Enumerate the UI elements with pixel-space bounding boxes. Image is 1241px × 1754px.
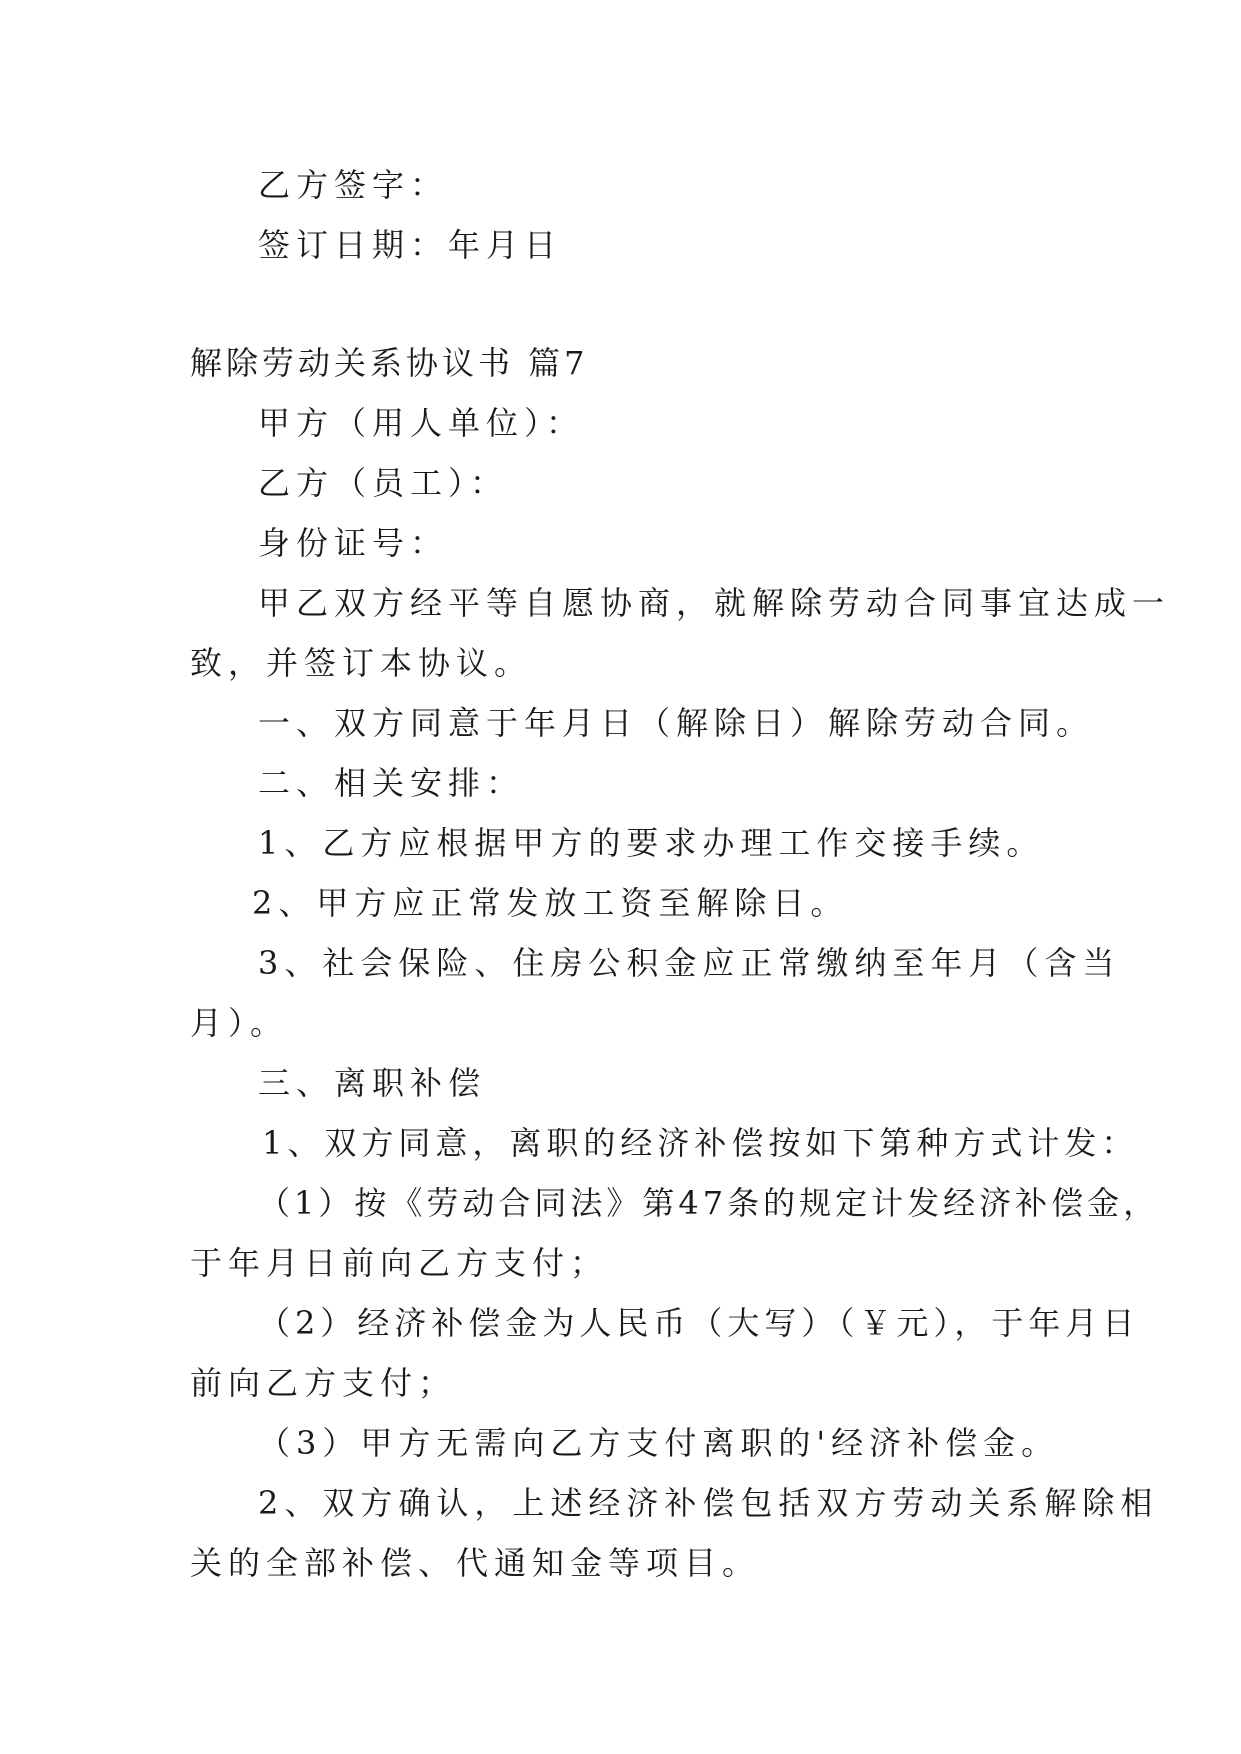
clause-3-item-1: 1、双方同意，离职的经济补偿按如下第种方式计发： <box>262 1124 1139 1162</box>
paragraph-intro-line-2: 致，并签订本协议。 <box>190 644 533 682</box>
id-number-line: 身份证号： <box>258 524 449 562</box>
sign-date-line: 签订日期：年月日 <box>258 226 563 264</box>
paragraph-intro-line-1: 甲乙双方经平等自愿协商，就解除劳动合同事宜达成一 <box>258 584 1171 622</box>
clause-3-item-2-line-1: 2、双方确认，上述经济补偿包括双方劳动关系解除相 <box>258 1484 1159 1522</box>
section-title: 解除劳动关系协议书 篇7 <box>190 344 589 382</box>
clause-2-item-1: 1、乙方应根据甲方的要求办理工作交接手续。 <box>258 824 1045 862</box>
option-2-line-1: （2）经济补偿金为人民币（大写）（￥元），于年月日 <box>258 1304 1140 1342</box>
option-3: （3）甲方无需向乙方支付离职的'经济补偿金。 <box>258 1424 1060 1462</box>
option-1-line-1: （1）按《劳动合同法》第47条的规定计发经济补偿金， <box>258 1184 1160 1222</box>
clause-2-item-3-line-2: 月）。 <box>190 1004 289 1042</box>
clause-1: 一、双方同意于年月日（解除日）解除劳动合同。 <box>258 704 1095 742</box>
clause-2-heading: 二、相关安排： <box>258 764 525 802</box>
party-b-line: 乙方（员工）： <box>258 464 509 502</box>
party-b-signature-line: 乙方签字： <box>258 166 449 204</box>
option-2-line-2: 前向乙方支付； <box>190 1364 457 1402</box>
clause-2-item-2: 2、甲方应正常发放工资至解除日。 <box>252 884 849 922</box>
party-a-line: 甲方（用人单位）： <box>258 404 585 442</box>
clause-3-heading: 三、离职补偿 <box>258 1064 487 1102</box>
clause-2-item-3-line-1: 3、社会保险、住房公积金应正常缴纳至年月（含当 <box>258 944 1121 982</box>
clause-3-item-2-line-2: 关的全部补偿、代通知金等项目。 <box>190 1544 761 1582</box>
option-1-line-2: 于年月日前向乙方支付； <box>190 1244 609 1282</box>
